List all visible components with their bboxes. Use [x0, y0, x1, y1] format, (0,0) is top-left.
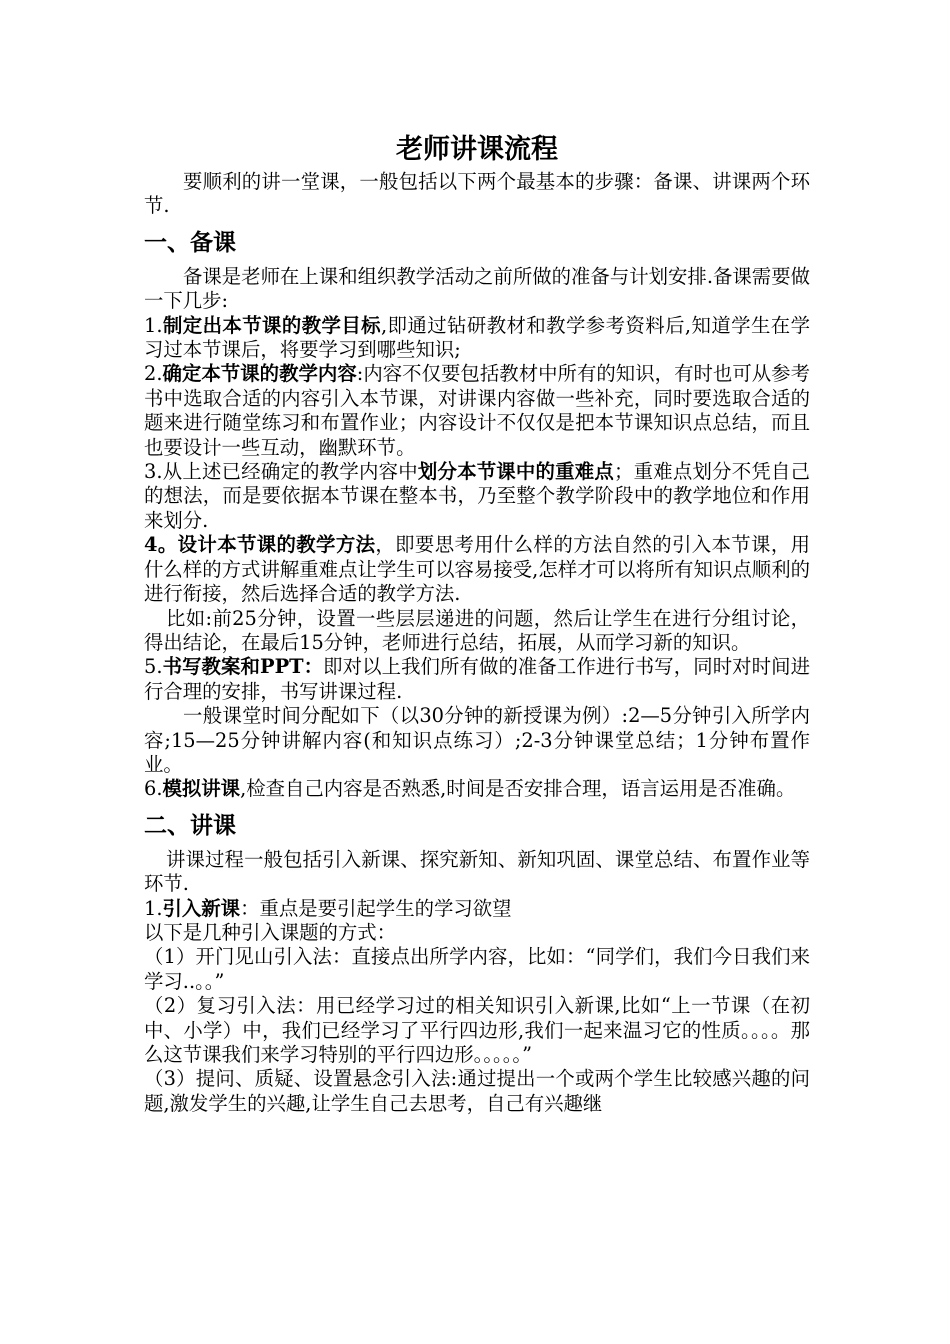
intro-paragraph: 要顺利的讲一堂课，一般包括以下两个最基本的步骤：备课、讲课两个环节.: [144, 170, 810, 218]
methods-intro: 以下是几种引入课题的方式：: [144, 920, 397, 944]
method-3: （3）提问、质疑、设置悬念引入法:通过提出一个或两个学生比较感兴趣的问题,激发学生的兴趣,让学生自己去思考，自己有兴趣继: [144, 1067, 810, 1115]
section-heading-teach: 二、讲课: [144, 811, 236, 839]
prepare-intro: 备课是老师在上课和组织教学活动之前所做的准备与计划安排.备课需要做一下几步:: [144, 264, 810, 313]
prepare-step-1: 1.制定出本节课的教学目标,即通过钻研教材和教学参考资料后,知道学生在学习过本节课后，将要学习到哪些知识;: [144, 313, 811, 362]
prepare-step-3: 3.从上述已经确定的教学内容中划分本节课中的重难点；重难点划分不凭自己的想法，而是要依据本节课在整本书，乃至整个教学阶段中的教学地位和作用来划分.: [144, 460, 811, 532]
prepare-step-2: 2.确定本节课的教学内容:内容不仅要包括教材中所有的知识，有时也可从参考书中选取合适的内容引入本节课，对讲课内容做一些补充，同时要选取合适的题来进行随堂练习和布置作业；内容设计不仅仅是把本节课知识点总结，而且也要设计一些互动，幽默环节。: [144, 362, 810, 459]
teach-step-1: 1.引入新课：重点是要引起学生的学习欲望: [144, 896, 512, 920]
method-2: （2）复习引入法：用已经学习过的相关知识引入新课,比如“上一节课（在初中、小学）中，我们已经学习了平行四边形,我们一起来温习它的性质。。。。那么这节课我们来学习特别的平行四边形。。。。。”: [144, 994, 810, 1066]
prepare-step-4: 4。设计本节课的教学方法，即要思考用什么样的方法自然的引入本节课，用什么样的方式讲解重难点让学生可以容易接受,怎样才可以将所有知识点顺利的进行衔接，然后选择合适的教学方法.: [144, 533, 810, 606]
prepare-step-5: 5.书写教案和PPT：即对以上我们所有做的准备工作进行书写，同时对时间进行合理的安排，书写讲课过程.: [144, 655, 811, 703]
method-1: （1）开门见山引入法：直接点出所学内容，比如：“同学们，我们今日我们来学习..。。”: [144, 945, 810, 993]
prepare-step-6: 6.模拟讲课,检查自己内容是否熟悉,时间是否安排合理，语言运用是否准确。: [144, 777, 796, 801]
teach-intro: 讲课过程一般包括引入新课、探究新知、新知巩固、课堂总结、布置作业等环节.: [144, 847, 810, 896]
page-title: 老师讲课流程: [396, 134, 558, 165]
time-allocation-note: 一般课堂时间分配如下（以30分钟的新授课为例）:2—5分钟引入所学内容;15—25分钟讲解内容(和知识点练习）;2-3分钟课堂总结；1分钟布置作业。: [144, 704, 810, 776]
prepare-example: 比如:前25分钟，设置一些层层递进的问题，然后让学生在进行分组讨论，得出结论，在最后15分钟，老师进行总结，拓展，从而学习新的知识。: [144, 606, 810, 654]
section-heading-prepare: 一、备课: [144, 228, 236, 256]
document-page: [144, 128, 810, 1116]
